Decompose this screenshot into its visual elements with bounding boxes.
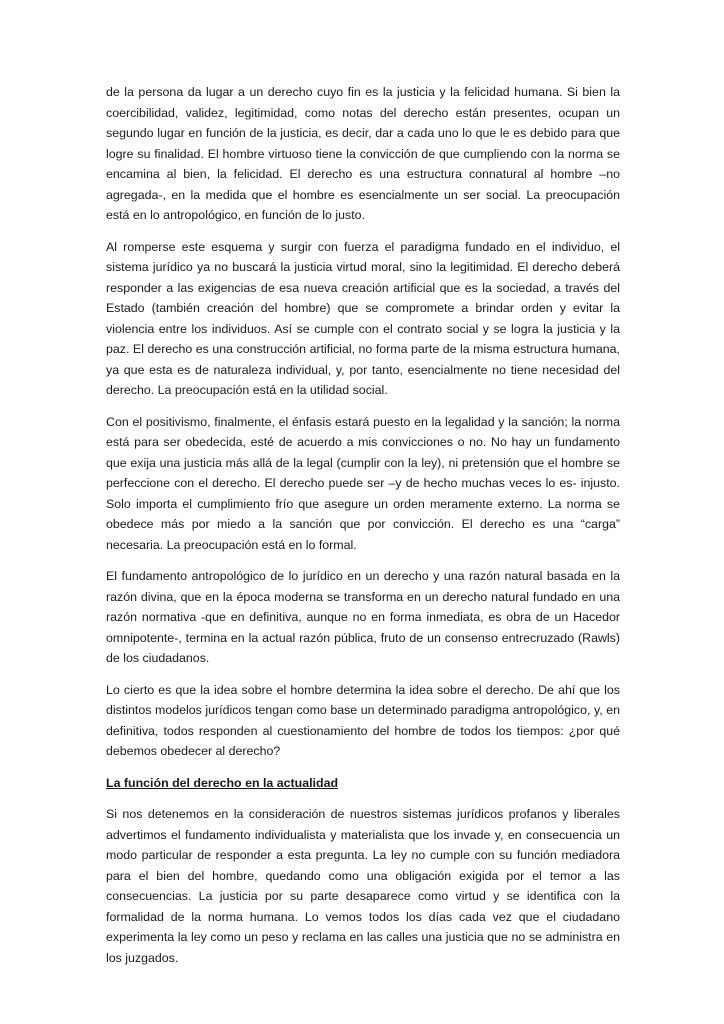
paragraph-1: de la persona da lugar a un derecho cuyo fin es la justicia y la felicidad humana. Si bien la coercibilidad, validez, legitimidad, como notas del derecho están presentes, ocupan un segundo lugar en función de la justicia, es decir, dar a cada uno lo que le es debido para que logre su finalidad. El hombre virtuoso tiene la convicción de que cumpliendo con la norma se encamina al bien, la felicidad. El derecho es una estructura connatural al hombre –no agregada-, en la medida que el hombre es esencialmente un ser social. La preocupación está en lo antropológico, en función de lo justo.	[106, 85, 620, 222]
paragraph-3: Con el positivismo, finalmente, el énfasis estará puesto en la legalidad y la sanción; la norma está para ser obedecida, esté de acuerdo a mis convicciones o no. No hay un fundamento que exija una justicia más allá de la legal (cumplir con la ley), ni pretensión que el hombre se perfeccione con el derecho. El derecho puede ser –y de hecho muchas veces lo es- injusto. Solo importa el cumplimiento frío que asegure un orden meramente externo. La norma se obedece más por miedo a la sanción que por convicción. El derecho es una “carga” necesaria. La preocupación está en lo formal.	[106, 414, 620, 552]
paragraph-4: El fundamento antropológico de lo jurídico en un derecho y una razón natural basada en la razón divina, que en la época moderna se transforma en un derecho natural fundado en una razón normativa -que en definitiva, aunque no en forma inmediata, es obra de un Hacedor omnipotente-, termina en la actual razón pública, fruto de un consenso entrecruzado (Rawls) de los ciudadanos.	[106, 569, 620, 665]
document-page	[106, 82, 620, 979]
paragraph-6: Si nos detenemos en la consideración de nuestros sistemas jurídicos profanos y liberales advertimos el fundamento individualista y materialista que los invade y, en consecuencia un modo particular de responder a esta pregunta. La ley no cumple con su función mediadora para el bien del hombre, quedando como una obligación exigida por el temor a las consecuencias. La justicia por su parte desaparece como virtud y se identifica con la formalidad de la norma humana. Lo vemos todos los días cada vez que el ciudadano experimenta la ley como un peso y reclama en las calles una justicia que no se administra en los juzgados.	[106, 807, 620, 965]
section-heading: La función del derecho en la actualidad	[106, 775, 339, 790]
paragraph-5: Lo cierto es que la idea sobre el hombre determina la idea sobre el derecho. De ahí que los distintos modelos jurídicos tengan como base un determinado paradigma antropológico, y, en definitiva, todos responden al cuestionamiento del hombre de todos los tiempos: ¿por qué debemos obedecer al derecho?	[106, 682, 620, 758]
paragraph-2: Al romperse este esquema y surgir con fuerza el paradigma fundado en el individuo, el sistema jurídico ya no buscará la justicia virtud moral, sino la legitimidad. El derecho deberá responder a las exigencias de esa nueva creación artificial que es la sociedad, a través del Estado (también creación del hombre) que se compromete a brindar orden y evitar la violencia entre los individuos. Así se cumple con el contrato social y se logra la justicia y la paz. El derecho es una construcción artificial, no forma parte de la misma estructura humana, ya que esta es de naturaleza individual, y, por tanto, esencialmente no tiene necesidad del derecho. La preocupación está en la utilidad social.	[106, 239, 620, 397]
